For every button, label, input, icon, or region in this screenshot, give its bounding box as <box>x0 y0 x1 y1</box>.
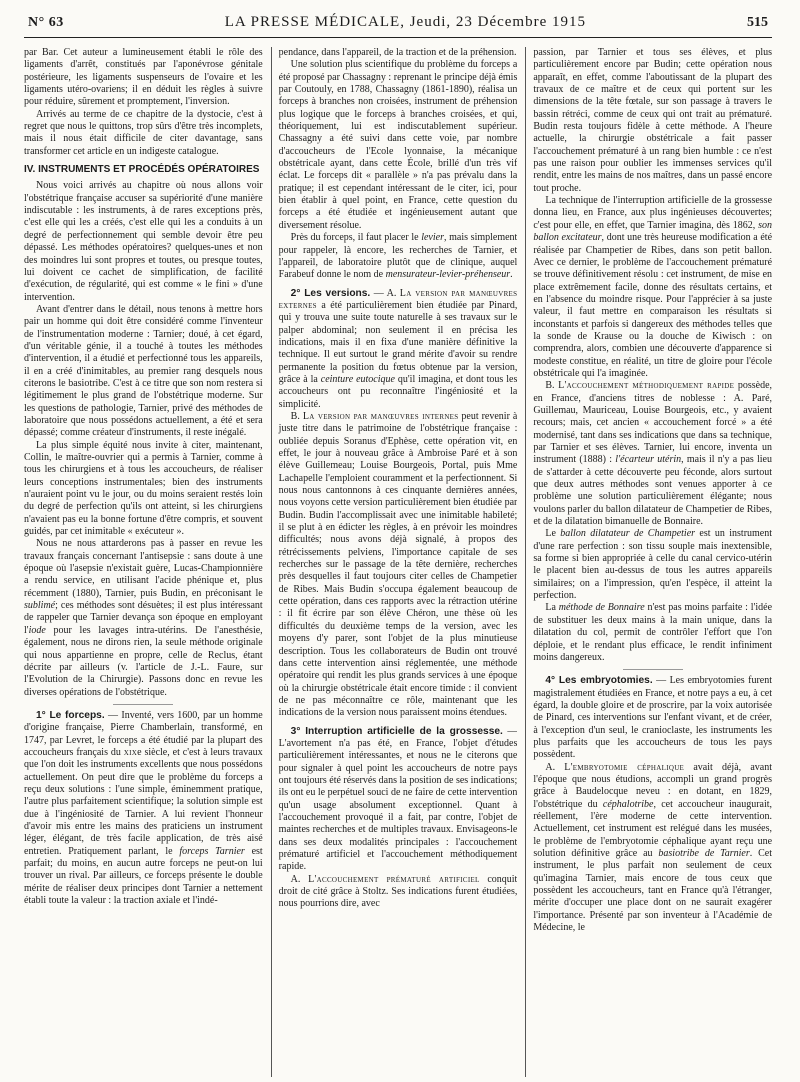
small-caps-run: L'accouchement méthodiquement rapide <box>558 380 735 392</box>
small-caps-run: L'accouchement prématuré artificiel <box>308 873 480 885</box>
text-run: possède, en France, d'anciens titres de noblesse : A. Paré, Guillemau, Mauriceau, Louise Bourgeois, etc., y avaient recours; mais, cet ancien « accouchement forcé » a été modernisé, tant dans ses indications que dans sa technique, par Tarnier et ses élèves. Tarnier, lui encore, inventa un instrument (1888) : <box>533 380 773 466</box>
text-run: a été particulièrement bien étudiée par Pinard, qui y trouva une suite toute naturelle à ses travaux sur le palper abdominal; non seulement il en précisa les indications, mais il en fixa d'une manière définitive la technique. Il eut surtout le grand mérite d'avoir su rendre permanente la position du fœtus obtenue par la version, grâce à la <box>278 299 518 385</box>
text-run: — Inventé, vers 1600, par un homme d'origine française, Pierre Chamberlain, transformé, en 1747, par Levret, le forceps a été étudié par la plupart des accoucheurs français du <box>24 709 263 758</box>
paragraph: Avant d'entrer dans le détail, nous tenons à mettre hors pair un homme qui doit être considéré comme l'inventeur de l'instrumentation moderne : Tarnier; doué, à cet égard, d'un véritable génie, il a touché à toutes les méthodes d'intervention, il a étudié et perfectionné tous les appareils, il en a créé d'inimitables, au premier rang desquels nous citerons le basiotribe. C'est à ce titre que son nom restera si légitimement le plus grand de l'obstétrique moderne. Sur les questions de pathologie, Tarnier, privé des méthodes de laboratoire que nous possédons actuellement, a été et sera dépassé; comme créateur d'instruments, il reste inégalé. <box>24 303 263 439</box>
text-run: — A. <box>370 287 400 299</box>
italic-term: mensurateur-levier-préhenseur <box>385 269 511 281</box>
italic-term: son ballon excitateur <box>533 219 773 244</box>
separator-rule <box>623 669 683 670</box>
paragraph <box>279 411 518 720</box>
text-run: est un instrument d'une rare perfection : son tissu souple mais inextensible, sa forme si bien appropriée à celle du canal cervico-utérin le placent bien au-dessus de tous les autres appareils similaires; on a l'impression, qu'en l'espèce, il atteint la perfection. <box>533 528 773 602</box>
journal-title: LA PRESSE MÉDICALE, Jeudi, 23 Décembre 1915 <box>224 14 587 30</box>
separator-rule <box>113 704 173 705</box>
section-heading-instruments: IV. INSTRUMENTS ET PROCÉDÉS OPÉRATOIRES <box>24 164 260 176</box>
paragraph <box>279 726 518 874</box>
text-run: , cet accoucheur inaugurait, réellement, l'ère moderne de cette intervention. Actuellement, cet instrument est relégué dans les musées, le problème de l'embryotomie céphalique ayant reçu une solution définitive grâce au <box>533 798 773 859</box>
text-run: . Cet instrument, le plus parfait non seulement de ceux qu'imagina Tarnier, mais encore de tous ceux que possèdent les accoucheurs, tant en France qu'à l'étranger, mérite d'occuper une place dont on ne saurait exagérer l'importance. Présenté par son inventeur à l'Académie de Médecine, le <box>533 848 773 934</box>
italic-term: forceps Tarnier <box>179 845 245 857</box>
paragraph: Arrivés au terme de ce chapitre de la dystocie, c'est à regret que nous le quittons, trop sûrs d'être très incomplets, mais il nous était difficile de citer davantage, sans transformer cet article en un indigeste catalogue. <box>24 108 263 157</box>
italic-term: l'écarteur utérin <box>615 454 682 466</box>
article-columns <box>24 47 772 1077</box>
paragraph: La plus simple équité nous invite à citer, maintenant, Collin, le maître-ouvrier qui a permis à Tarnier, comme à tous les chirurgiens et à tous les accoucheurs, de réaliser leurs conceptions instrumentales; bien des instruments n'auraient point vu le jour, ou du moins seraient restés loin du degré de perfection qu'ils ont atteint, si les chirurgiens n'avaient pas eu la bonne fortune d'être compris, et souvent guidés, par cet inimitable « exécuteur ». <box>24 439 263 538</box>
paragraph <box>533 380 772 528</box>
text-run: A. <box>290 873 309 885</box>
paragraph <box>24 538 263 698</box>
paragraph <box>279 288 518 411</box>
text-run: pour les lavages intra-utérins. De l'anesthésie, également, nous ne dirons rien, la seule méthode originale qui nous appartienne en propre, celle de Reclus, étant décrite par ailleurs (v. l'article de J.-L. Faure, sur l'Evolution de la Chirurgie). Passons donc en revue les diverses opérations de l'obstétrique. <box>24 624 263 698</box>
italic-term: ceinture eutocique <box>320 373 395 385</box>
text-run: , mais simplement pour rappeler, là encore, les recherches de Tarnier, et l'appareil, de laboratoire plutôt que de clinique, auquel Farabeuf donne le nom de <box>278 232 518 281</box>
text-run: e siècle, et c'est à leurs travaux que l'on doit les instruments excellents que nous possédons actuellement. On peut dire que le problème du forceps a reçu deux solutions : l'une simple, éminemment pratique, l'autre plus parfaitement scientifique; la solution simple est due à l'ingéniosité de Tarnier. A lui revient l'honneur d'avoir mis entre les mains des praticiens un instrument léger, élégant, de très facile application, de très aisé entretien. Pratiquement parlant, le <box>24 746 263 857</box>
paragraph: pendance, dans l'appareil, de la traction et de la préhension. <box>278 47 517 58</box>
text-run: — Les embryotomies furent magistralement étudiées en France, et notre pays a eu, à cet égard, la double gloire et de proscrire, par la voix autorisée de Pinard, ces interventions sur l'enfant vivant, et de créer, à l'exception d'un seul, le cranioclaste, les instruments les plus parfaits que les accoucheurs de tous les pays possèdent. <box>533 675 773 761</box>
italic-term: basiotribe de Tarnier <box>658 848 750 859</box>
paragraph <box>533 195 772 380</box>
paragraph <box>533 675 772 761</box>
text-run: conquit droit de cité grâce à Stoltz. Ses indications furent étudiées, nous pourrions dire, avec <box>278 873 518 910</box>
page-number: 515 <box>747 15 768 30</box>
small-caps-run: xix <box>123 746 138 758</box>
text-run: A. <box>545 761 565 773</box>
text-run: , dont une très heureuse modification a été réalisée par Champetier de Ribes, dans son petit ballon. Avec ce dernier, le problème de l'accouchement prématuré se trouve définitivement résolu : cet instrument, de mise en place extrêmement facile, donne des résultats certains, et en l'absence du moindre risque. Pour l'apprécier à sa juste valeur, il faut mettre en comparaison les résultats si inconstants et parfois si dangereux des méthodes telles que la sonde de Krause ou la douche de Kiwisch : on comprendra, alors, combien une découverte d'apparence si modeste constitue, en réalité, un titre de gloire pour l'école obstétricale qui l'a imaginée. <box>533 232 773 379</box>
subsection-heading-interruption: 3° Interruption artificielle de la grossesse. <box>290 725 503 737</box>
text-run: La <box>545 602 559 614</box>
text-run: Le <box>545 528 561 540</box>
text-run: Nous ne nous attarderons pas à passer en revue les travaux français concernant l'antisepsie : sans doute à une époque où l'asepsie n'existait guère, Lucas-Championnière a rendu service, en utilisant l'acide phénique et, plus récemment (1880), Tarnier, puis Budin, en préconisant le <box>24 538 263 599</box>
text-run: n'est pas moins parfaite : l'idée de substituer les deux mains à la main unique, dans la dilatation du col, permit de contrôler l'effort que l'on déploie, et le rendant plus efficace, le rendit infiniment moins dangereux. <box>533 602 773 663</box>
paragraph <box>533 602 772 664</box>
subsection-heading-embryotomies: 4° Les embryotomies. <box>545 675 653 687</box>
text-run: — L'avortement n'a pas été, en France, l'objet d'études particulièrement intéressantes, et nous ne le citerons que pour signaler à quel point les accoucheurs de notre pays ont toujours été réservés dans la position de ses indications; ils ont eu le perpétuel souci de ne faire de cette intervention qu'un usage absolument exceptionnel. Quant à l'accouchement provoqué il a fait, par contre, l'objet de maintes recherches et de multiples travaux. Envisageons-le dans ses deux modalités principales : l'accouchement prématuré artificiel et l'accouchement méthodiquement rapide. <box>278 725 518 873</box>
paragraph: Nous voici arrivés au chapitre où nous allons voir l'obstétrique française accuser sa supériorité d'une manière indiscutable : les instruments, à de rares exceptions près, c'est elle qui les a créés, c'est elle qui les a conduits à un degré de perfectionnement qui semble devoir être peu dépassé. Les méthodes opératoires? quelques-unes et non des moindres lui sont propres et toutes, ou presque toutes, lui doivent ce cachet de simplification, de facilité d'exécution, de régularité, qui est comme « le fini » d'une intervention. <box>24 180 263 303</box>
small-caps-run: L'embryotomie céphalique <box>564 761 685 773</box>
small-caps-run: La version par manœuvres internes <box>302 410 459 422</box>
text-run: , mais il n'y a pas lieu de s'attarder à cette découverte peu féconde, alors surtout que deux autres méthodes sont venues apporter à ce problème une solution particulièrement élégante; nous voulons parler du ballon dilatateur de Champetier de Ribes, et de la dilatation bimanuelle de Bonnaire. <box>533 454 773 528</box>
italic-term: céphalotribe <box>602 798 654 810</box>
italic-term: sublimé <box>24 600 56 612</box>
text-run: est parfait; du moins, en aucun autre forceps ne peut-on lui trouver un rival. Par ailleurs, ce forceps présente le double mérite de réaliser deux principes dont Tarnier a nettement établi toute la valeur : la traction axiale et l'indé- <box>24 845 263 907</box>
paragraph <box>533 762 772 935</box>
text-run: avait déjà, avant l'époque que nous étudions, accompli un grand progrès grâce à Baudelocque neveu : en dotant, en 1829, l'obstétrique du <box>533 761 773 810</box>
text-run: peut revenir à juste titre dans le patrimoine de l'obstétrique française : oubliée depuis Soranus d'Ephèse, cette opération vit, en effet, le jour à nouveau grâce à Ambroise Paré et à son élève Guillemeau; Louise Bourgeois, Portal, puis Mme Lachapelle l'emploient couramment et la perfectionnent. Si nous nous cantonnons à ces cinquante dernières années, nous voyons cette version particulièrement bien étudiée par Budin. Budin l'accomplissait avec une inimitable habileté; il se plut à en édicter les règles, à en prévoir les moindres difficultés; nous avons déjà signalé, à propos des rétrécissements pelviens, l'importance capitale de ses recherches sur le passage de la tête dernière, recherches près desquelles il faut toujours citer celles de Champetier de Ribes. Mais Budin s'occupa également beaucoup de cette opération, dans ces rapports avec la rétraction utérine : il fit écrire par son élève Chéron, une thèse où les difficultés du deuxième temps de la version, avec les moyens d'y parer, sont l'objet de la plus minutieuse description. Tous les collaborateurs de Budin ont trouvé dans cette intervention ainsi réglementée, une méthode opératoire qui rendit les plus grands services à une époque où la chirurgie obstétricale était encore timide : il convient de ne pas méconnaître ce rôle, maintenant que les indications de la version nous paraissent moins étendues. <box>278 410 518 719</box>
text-run: B. <box>290 410 303 422</box>
italic-term: méthode de Bonnaire <box>558 602 645 614</box>
paragraph: passion, par Tarnier et tous ses élèves, et plus particulièrement encore par Budin; cette opération nous apparaît, en effet, comme l'aboutissant de la plupart des travaux de ce maître et de ceux qui portent sur les dimensions de la tête fœtale, sur son passage à travers le bassin rétréci, comme de ceux qui ont trait au prématuré. Budin resta toujours fidèle à cette méthode. A l'heure actuelle, la chirurgie obstétricale a fait passer l'accouchement prématuré à un rang bien humble : ce n'est pas une raison pour oublier les immenses services qu'il rendit, entre les mains de nos maîtres, dans un passé encore tout proche. <box>533 47 773 194</box>
text-run: B. <box>545 380 559 392</box>
small-caps-run: La version par manœuvres externes <box>278 287 518 311</box>
subsection-heading-forceps: 1° Le forceps. <box>36 709 105 721</box>
issue-number: N° 63 <box>28 15 64 30</box>
paragraph <box>24 710 263 908</box>
paragraph <box>533 528 772 602</box>
column-3 <box>525 47 772 1077</box>
text-run: . <box>510 269 513 281</box>
text-run: Près du forceps, il faut placer le <box>290 232 422 244</box>
italic-term: iode <box>28 624 46 636</box>
italic-term: levier <box>421 232 444 244</box>
paragraph <box>279 232 518 281</box>
paragraph: Une solution plus scientifique du problème du forceps a été proposé par Chassagny : reprenant le principe déjà émis par Coutouly, en 1788, Chassagny (1861-1890), réalisa un forceps à branches non croisées, instrument de préhension plus logique que le forceps à branches croisées, et qui, théoriquement, lui est indiscutablement supérieur. Chassagny a été suivi dans cette voie, par nombre d'accoucheurs de l'Ecole lyonnaise, la mécanique obstétricale ayant, dans cette École, brillé d'un très vif éclat. Le forceps dit « parallèle » n'a pas prévalu dans la pratique; il est cependant intéressant de le citer, ici, pour bien établir à quel point, en France, cette question du forceps a été étudiée et ingénieusement autant que diversement résolue. <box>278 59 518 231</box>
column-1 <box>24 47 263 1077</box>
paragraph: par Bar. Cet auteur a lumineusement établi le rôle des ligaments d'arrêt, constitués par l'aponévrose génitale postérieure, les ligaments suspenseurs de l'ovaire et les ligaments utéro-ovariens; il en déduit les règles à suivre pour réduire, sûrement et promptement, l'inversion. <box>24 47 263 108</box>
paragraph <box>279 874 518 911</box>
text-run: qu'il imagina, et dont tous les accoucheurs ont pu reconnaître l'ingéniosité et la simplicité. <box>278 373 518 410</box>
italic-term: ballon dilatateur de Champetier <box>560 528 696 540</box>
text-run: La technique de l'interruption artificielle de la grossesse donna lieu, en France, aux plus ingénieuses découvertes; c'est pour elle, en effet, que Tarnier imagina, dès 1862, <box>533 195 773 231</box>
subsection-heading-versions: 2° Les versions. <box>290 287 371 299</box>
column-2 <box>271 47 518 1077</box>
text-run: ; ces méthodes sont désuètes; il est plus intéressant de rappeler que Tarnier devança son époque en employant l' <box>24 600 263 636</box>
running-header <box>24 14 772 38</box>
